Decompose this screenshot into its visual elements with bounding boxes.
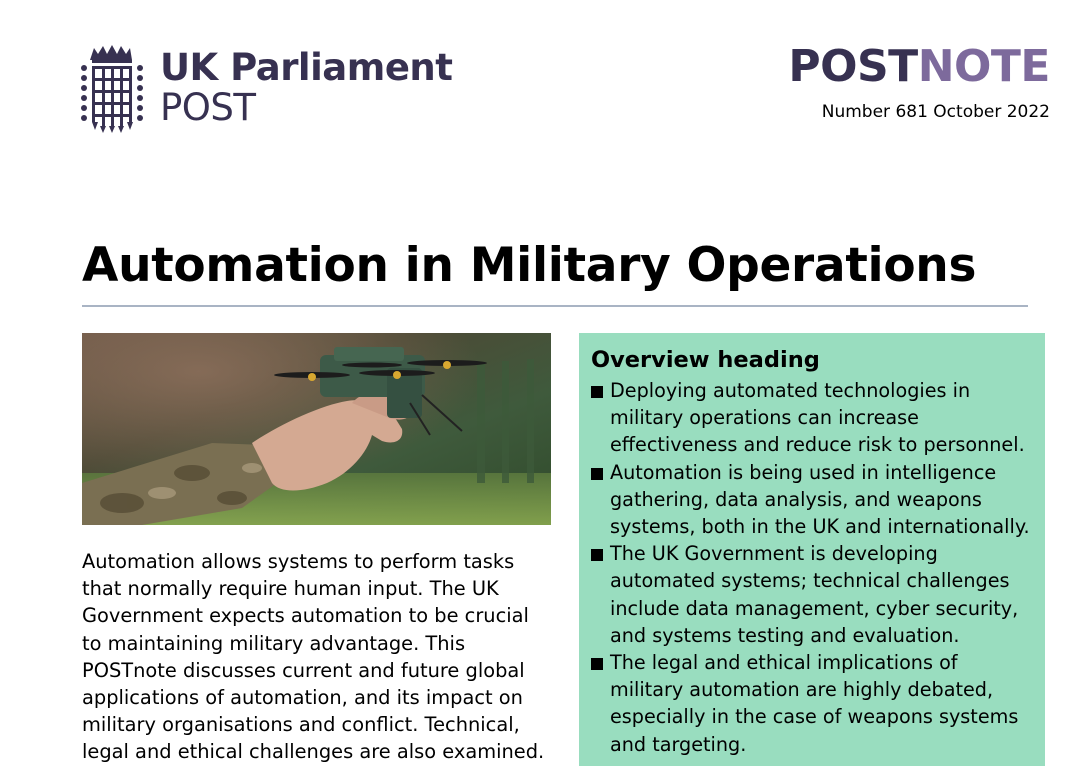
overview-bullet-list [591,377,1035,758]
square-bullet-icon [591,386,603,398]
title-divider [82,305,1028,307]
overview-bullet-text: Deploying automated technologies in military operations can increase effectiveness and reduce risk to personnel. [610,379,1025,457]
logo-title: UK Parliament [160,46,453,89]
overview-bullet-text: The legal and ethical implications of military automation are highly debated, especially in the case of weapons systems and targeting. [610,651,1019,756]
postnote-number: Number 681 October 2022 [821,102,1050,122]
intro-paragraph: Automation allows systems to perform tasks that normally require human input. The UK Government expects automation to be crucial to maintaining military advantage. This POSTnote discusses current and future global applications of automation, and its impact on military organisations and conflict. Technical, legal and ethical challenges are also examined. [82,550,545,764]
portcullis-icon [76,44,148,134]
postnote-note: NOTE [917,41,1050,92]
overview-bullet-text: Automation is being used in intelligence gathering, data analysis, and weapons systems, both in the UK and internationally. [610,460,1030,539]
overview-bullet [591,540,1035,649]
overview-bullet-text: The UK Government is developing automated systems; technical challenges include data management, cyber security, and systems testing and evaluation. [610,542,1019,647]
overview-bullet [591,459,1035,541]
overview-bullet [591,377,1035,459]
postnote-post: POST [788,41,918,92]
drone-photo [82,333,551,525]
overview-heading: Overview heading [591,347,820,373]
square-bullet-icon [591,658,603,670]
square-bullet-icon [591,549,603,561]
page-title: Automation in Military Operations [82,238,977,293]
overview-box [579,333,1045,766]
logo-subtitle: POST [160,86,256,129]
overview-bullet [591,649,1035,758]
uk-parliament-logo [76,44,452,134]
postnote-wordmark [788,40,1050,94]
square-bullet-icon [591,468,603,480]
postnote-brand [788,40,1050,122]
